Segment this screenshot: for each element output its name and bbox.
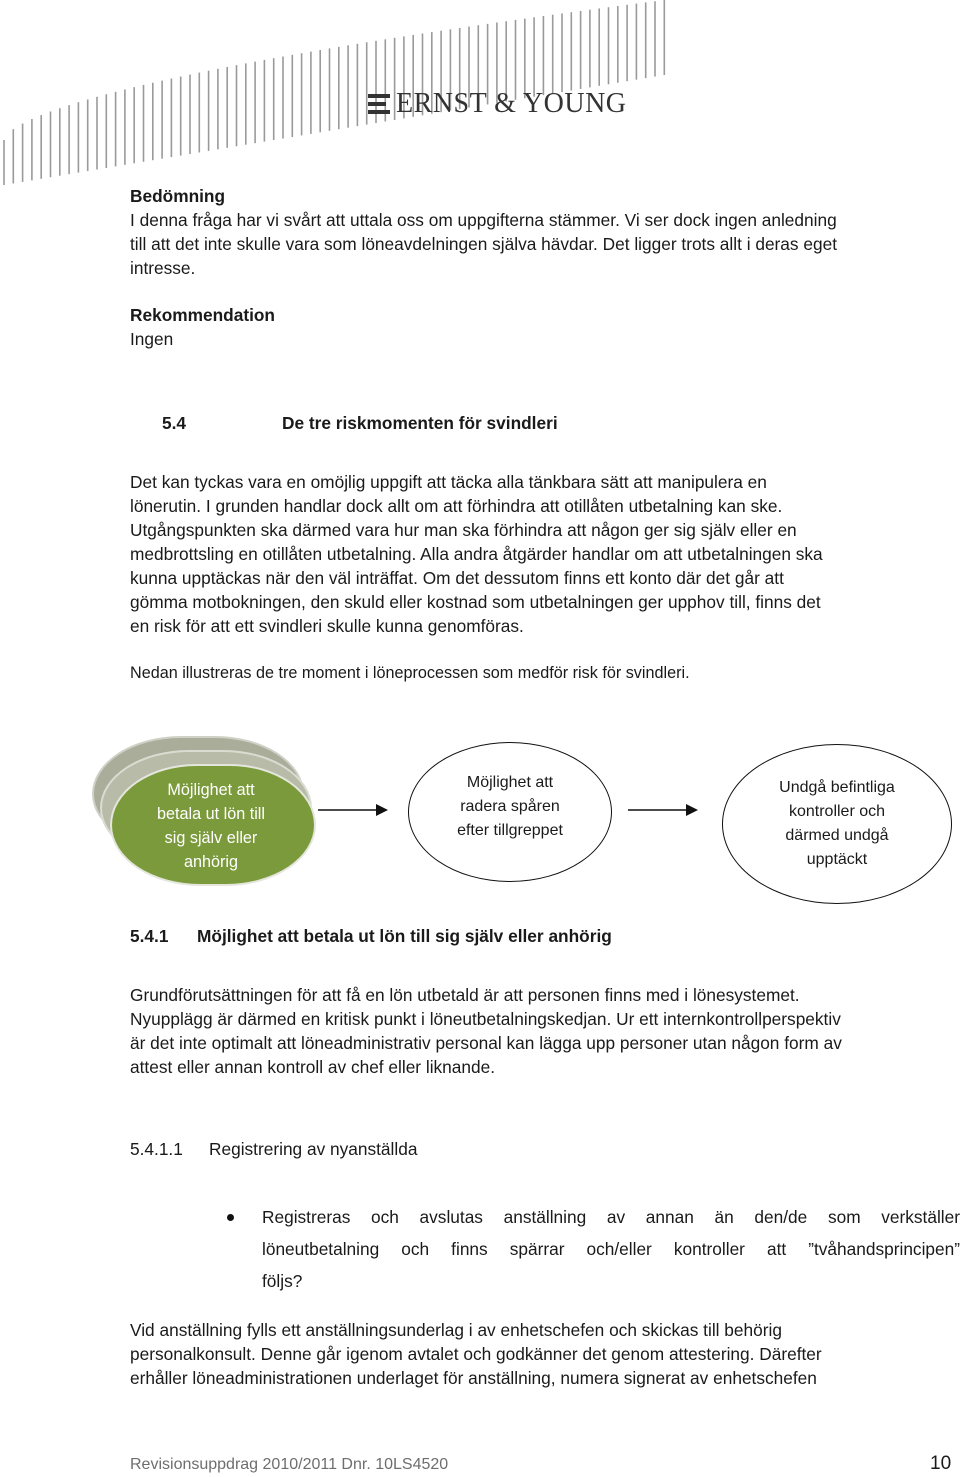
body-line: Nyupplägg är därmed en kritisk punkt i löneutbetalningskedjan. Ur ett internkontrollperspektiv (130, 1009, 841, 1029)
body-line: personalkonsult. Denne går igenom avtalet och godkänner det genom attestering. Därefter (130, 1344, 822, 1364)
step2-ellipse (408, 742, 612, 882)
recommendation-heading: Rekommendation (130, 305, 275, 325)
body-line: Grundförutsättningen för att få en lön utbetald är att personen finns med i lönesystemet. (130, 985, 800, 1005)
section-5-4-1-1-body (130, 1318, 960, 1390)
logo-wordmark: ERNST & YOUNG (396, 88, 627, 119)
ey-bars-icon (368, 94, 390, 114)
body-line: är det inte optimalt att löneadministrativ personal kan lägga upp personer utan någon form av (130, 1033, 842, 1053)
body-line: gömma motbokningen, den skuld eller kostnad som utbetalningen ger upphov till, finns det (130, 592, 821, 612)
body-line: attest eller annan kontroll av chef eller liknande. (130, 1057, 496, 1077)
section-5-4-1-1-title: Registrering av nyanställda (209, 1139, 418, 1159)
bullet-line: löneutbetalning och finns spärrar och/eller kontroller att ”tvåhandsprincipen” (262, 1239, 960, 1259)
section-5-4-1-1-number: 5.4.1.1 (130, 1139, 183, 1159)
page-number: 10 (930, 1453, 952, 1474)
step2-label: Möjlighet att radera spåren efter tillgreppet (457, 774, 563, 839)
assessment-line: intresse. (130, 258, 196, 278)
section-5-4-1-number: 5.4.1 (130, 926, 169, 946)
assessment-heading: Bedömning (130, 186, 226, 206)
step3-ellipse (722, 744, 952, 904)
bullet-line-last: följs? (262, 1271, 303, 1291)
assessment-line: I denna fråga har vi svårt att uttala oss om uppgifterna stämmer. Vi ser dock ingen anledning (130, 210, 837, 230)
body-line: Utgångspunkten ska därmed vara hur man ska förhindra att någon ger sig själv eller en (130, 520, 797, 540)
assessment-line: till att det inte skulle vara som löneavdelningen själva hävdar. Det ligger trots allt i deras eget (130, 234, 837, 254)
bullet-icon (227, 1214, 234, 1221)
body-line: kunna upptäckas när den väl inträffat. Om det dessutom finns ett konto där det går att (130, 568, 784, 588)
body-line: Vid anställning fylls ett anställningsunderlag i av enhetschefen och skickas till behörig (130, 1320, 782, 1340)
section-5-4-title: De tre riskmomenten för svindleri (282, 413, 558, 433)
section-5-4-number: 5.4 (162, 413, 187, 433)
section-5-4-1-title: Möjlighet att betala ut lön till sig själv eller anhörig (197, 926, 612, 946)
body-line: en risk för att ett svindleri skulle kunna genomföras. (130, 616, 524, 636)
section-5-4-1-body (130, 983, 960, 1079)
step1-label: Möjlighet att betala ut lön till sig själv eller anhörig (157, 781, 265, 871)
section-5-4-body (130, 470, 960, 638)
footer-reference: Revisionsuppdrag 2010/2011 Dnr. 10LS4520 (130, 1456, 449, 1473)
arrow-right-icon (318, 800, 390, 820)
body-line: lönerutin. I grunden handlar dock allt om att förhindra att otillåten utbetalning kan ske. (130, 496, 783, 516)
illustration-intro: Nedan illustreras de tre moment i löneprocessen som medför risk för svindleri. (130, 664, 690, 682)
assessment-text (130, 208, 960, 280)
ernst-young-logo (368, 86, 627, 122)
body-line: medbrottsling en otillåten utbetalning. Alla andra åtgärder handlar om att utbetalningen ska (130, 544, 823, 564)
bullet-list-item (262, 1201, 960, 1265)
arrow-right-icon (628, 800, 700, 820)
body-line: Det kan tyckas vara en omöjlig uppgift att täcka alla tänkbara sätt att manipulera en (130, 472, 767, 492)
bullet-line: Registreras och avslutas anställning av annan än den/de som verkställer (262, 1207, 960, 1227)
recommendation-value: Ingen (130, 329, 174, 349)
body-line: erhåller löneadministrationen underlaget för anställning, numera signerat av enhetschefen (130, 1368, 817, 1388)
risk-diagram (0, 730, 960, 920)
step3-label: Undgå befintliga kontroller och därmed undgå upptäckt (779, 779, 895, 868)
